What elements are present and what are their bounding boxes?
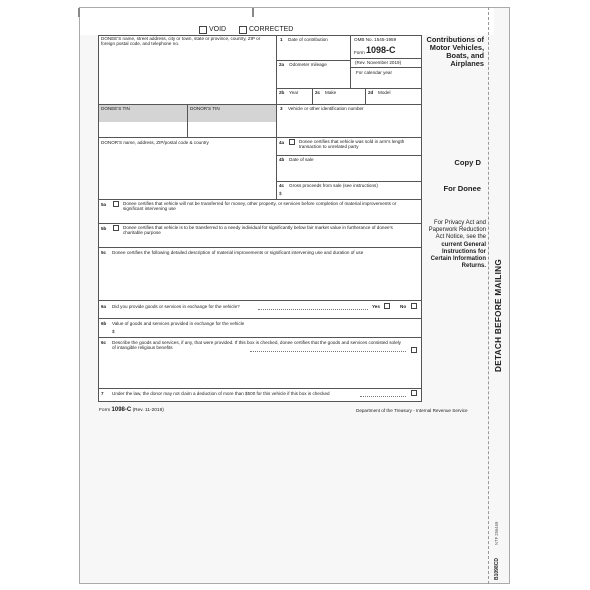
box-6b-dollar: $ — [112, 329, 115, 334]
box-1-number: 1 — [280, 37, 283, 42]
footer-form-prefix: Form — [99, 408, 111, 413]
divider — [276, 155, 422, 156]
divider — [350, 67, 422, 68]
divider — [276, 60, 350, 61]
no-label: No — [400, 304, 407, 309]
box-5a-checkbox[interactable] — [113, 201, 119, 207]
box-4b-number: 4b — [279, 157, 285, 162]
leader-dots — [250, 351, 406, 352]
divider — [98, 388, 422, 389]
divider — [98, 137, 422, 138]
box-5b-label: Donee certifies that vehicle is to be transferred to a needy individual for significantly below fair market value in furtherance of donee's charitable purpose — [123, 225, 393, 236]
pin-mark-left — [78, 8, 80, 17]
calendar-year: For calendar year — [356, 70, 393, 75]
footer-form-number: 1098-C — [111, 407, 132, 413]
side-brand: NTF 256469 — [494, 521, 499, 545]
divider — [98, 300, 422, 301]
leader-dots — [258, 309, 368, 310]
void-label: VOID — [209, 26, 227, 33]
footer-department: Department of the Treasury - Internal Revenue Service — [356, 408, 468, 413]
form-prefix: Form — [354, 50, 365, 55]
box-2c-number: 2c — [315, 90, 321, 95]
donee-name-label: DONEE'S name, street address, city or town, state or province, country, ZIP or foreign postal code, and telephone no. — [101, 36, 261, 47]
box-2a-number: 2a — [279, 62, 285, 67]
divider — [365, 88, 366, 105]
box-4b-label: Date of sale — [289, 157, 314, 162]
box-7-number: 7 — [101, 391, 104, 396]
box-2d-number: 2d — [368, 90, 374, 95]
box-1-label: Date of contribution — [288, 37, 328, 42]
divider — [98, 247, 422, 248]
yes-label: Yes — [372, 304, 380, 309]
divider — [350, 58, 422, 59]
divider — [98, 199, 422, 200]
box-6a-label: Did you provide goods or services in exchange for the vehicle? — [112, 304, 240, 309]
box-3-label: Vehicle or other identification number — [288, 106, 364, 111]
no-checkbox[interactable] — [411, 303, 417, 309]
divider — [276, 104, 277, 199]
void-checkbox[interactable] — [199, 26, 207, 34]
box-2c-label: Make — [325, 90, 337, 95]
privacy-notice — [424, 220, 486, 270]
box-6c-checkbox[interactable] — [411, 347, 417, 353]
for-donee-label: For Donee — [443, 184, 481, 193]
donee-tin-label: DONEE'S TIN — [101, 106, 130, 111]
box-7-label: Under the law, the donor may not claim a deduction of more than $500 for this vehicle if this box is checked — [112, 391, 330, 396]
box-2b-label: Year — [289, 90, 299, 95]
box-2d-label: Model — [378, 90, 391, 95]
form-number: 1098-C — [366, 45, 396, 55]
box-6a-number: 6a — [101, 304, 107, 309]
corrected-label: CORRECTED — [249, 26, 294, 33]
box-6c-label: Describe the goods and services, if any, that were provided. If this box is checked, donee certifies that the goods and services consisted solely of intangible religious benefits — [112, 340, 401, 351]
privacy-bold: current General Instructions for Certain Information Returns. — [430, 241, 486, 270]
box-7-checkbox[interactable] — [411, 390, 417, 396]
donor-name-label: DONOR'S name, address, ZIP/postal code & country — [101, 140, 209, 145]
box-4a-checkbox[interactable] — [289, 139, 295, 145]
donor-tin-label: DONOR'S TIN — [190, 106, 220, 111]
divider — [276, 181, 422, 182]
form-title: Contributions of Motor Vehicles, Boats, and Airplanes — [426, 35, 484, 68]
leader-dots — [360, 396, 406, 397]
perforation-line — [488, 7, 489, 584]
box-5b-number: 5b — [101, 226, 107, 231]
copy-label: Copy D — [454, 158, 481, 167]
yes-checkbox[interactable] — [384, 303, 390, 309]
box-4a-number: 4a — [279, 140, 285, 145]
revision: (Rev. November 2019) — [355, 60, 402, 65]
footer-form — [99, 407, 164, 414]
box-3-number: 3 — [280, 106, 283, 111]
side-code: B1098CD — [494, 558, 500, 580]
detach-label: DETACH BEFORE MAILING — [494, 258, 503, 372]
divider — [187, 104, 188, 138]
box-6c-number: 6c — [101, 340, 107, 345]
box-2b-number: 2b — [279, 90, 285, 95]
box-4c-dollar: $ — [279, 191, 282, 196]
corrected-checkbox[interactable] — [239, 26, 247, 34]
box-5b-checkbox[interactable] — [113, 225, 119, 231]
box-2a-label: Odometer mileage — [289, 62, 327, 67]
box-5a-label: Donee certifies that vehicle will not be transferred for money, other property, or services before completion of material improvements or significant intervening use — [123, 201, 397, 212]
divider — [98, 318, 422, 319]
box-5c-label: Donee certifies the following detailed description of material improvements or significant intervening use and duration of use — [112, 250, 364, 255]
box-4c-label: Gross proceeds from sale (see instructions) — [289, 183, 378, 188]
box-5c-number: 5c — [101, 250, 107, 255]
divider — [98, 337, 422, 338]
divider — [312, 88, 313, 105]
box-5a-number: 5a — [101, 202, 107, 207]
box-4c-number: 4c — [279, 183, 285, 188]
box-6b-label: Value of goods and services provided in exchange for the vehicle — [112, 321, 245, 326]
divider — [276, 35, 277, 105]
box-6b-number: 6b — [101, 321, 107, 326]
footer-revision: (Rev. 11-2019) — [132, 408, 164, 413]
divider — [350, 35, 351, 88]
privacy-text: For Privacy Act and Paperwork Reduction Act Notice, see the — [428, 220, 486, 241]
pin-mark-center — [252, 8, 254, 17]
omb-number: OMB No. 1545-1959 — [354, 37, 397, 42]
divider — [276, 88, 422, 89]
divider — [98, 223, 422, 224]
box-4a-label: Donee certifies that vehicle was sold in arm's length transaction to unrelated party — [299, 139, 405, 150]
